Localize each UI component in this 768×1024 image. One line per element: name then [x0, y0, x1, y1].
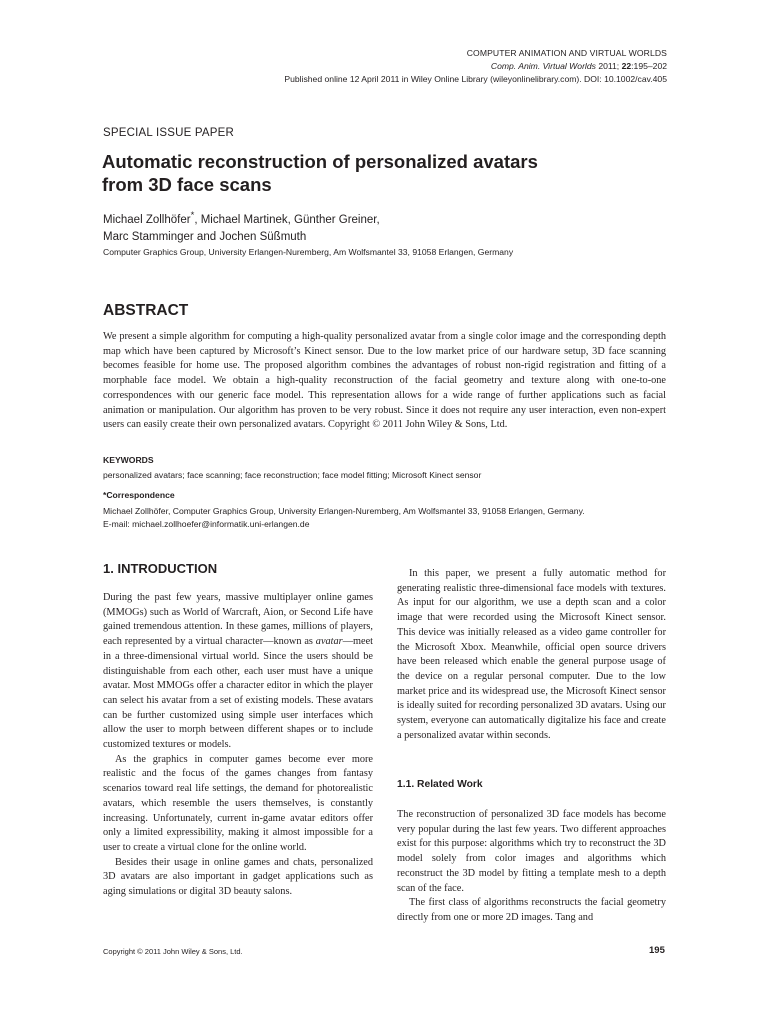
journal-name: COMPUTER ANIMATION AND VIRTUAL WORLDS	[466, 48, 667, 58]
intro-paragraph-4: In this paper, we present a fully automatic method for generating realistic three-dimensional face models with textures. As input for our algorithm, we use a depth scan and a color image that were recorded using the Microsoft Kinect sensor. This device was initially released as a video game controller for the Microsoft Xbox. Meanwhile, official open source drivers have been released which enable the general purpose usage of the device on a regular personal computer. Due to the low market price and its widespread use, the Microsoft Kinect sensor is ideally suited for recording personalized 3D avatars. Using our system, everyone can automatically digitalize his face and create a personalized avatar within seconds.	[397, 568, 666, 741]
citation-volume: 22	[621, 61, 632, 71]
related-paragraph-2: The first class of algorithms reconstructs the facial geometry directly from one or more 2D images. Tang and	[397, 897, 666, 923]
related-paragraph-1: The reconstruction of personalized 3D face models has become very popular during the last few years. Two different approaches exist for this purpose: algorithms which try to reconstruct the 3D model solely from color images and algorithms which reconstruct the 3D model by fitting a template mesh to a depth scan of the face.	[397, 809, 666, 894]
citation-pages: :195–202	[631, 61, 667, 71]
author-first: Michael Zollhöfer	[103, 213, 191, 226]
correspondence-email: E-mail: michael.zollhoefer@informatik.uni-erlangen.de	[103, 519, 310, 529]
citation-year: 2011;	[598, 61, 620, 71]
intro-paragraph-2: As the graphics in computer games become ever more realistic and the focus of the games changes from fantasy scenarios toward real life settings, the demand for photorealistic avatars, which resemble the users themselves, is constantly increasing. Unfortunately, current in-game avatar editors offer only a limited expressibility, making it almost impossible for a user to create a virtual clone for the online world.	[103, 753, 373, 853]
abstract-heading: ABSTRACT	[103, 302, 189, 319]
running-header	[284, 47, 667, 86]
introduction-heading: 1. INTRODUCTION	[103, 561, 218, 576]
abstract-text: We present a simple algorithm for computing a high-quality personalized avatar from a single color image and the corresponding depth map which have been captured by Microsoft’s Kinect sensor. Due to the low market price of our hardware setup, 3D face scanning becomes feasible for home use. The proposed algorithm combines the advantages of robust non-rigid registration and fitting of a morphable face model. We obtain a high-quality reconstruction of the facial geometry and texture along with one-to-one correspondences with our generic face model. This representation allows for a wide range of further applications such as facial animation or manipulation. Our algorithm has proven to be very robust. Since it does not require any user interaction, even non-expert users can easily create their own personalized avatars. Copyright © 2011 John Wiley & Sons, Ltd.	[103, 331, 666, 431]
intro-p1-start: During the past few years, massive multiplayer online games (MMOGs) such as World of Warcraft, Aion, or Second Life have gained tremendous attention. In these games, millions of players, each represented by a virtual character—known as	[103, 592, 373, 648]
publication-info: Published online 12 April 2011 in Wiley Online Library (wileyonlinelibrary.com). DOI: 10.1002/cav.405	[284, 74, 667, 84]
citation-line	[284, 60, 667, 73]
title-line-1: Automatic reconstruction of personalized avatars	[102, 151, 538, 172]
corresponding-mark: *	[190, 210, 195, 221]
left-column	[103, 591, 373, 900]
correspondence-address: Michael Zollhöfer, Computer Graphics Group, University Erlangen-Nuremberg, Am Wolfsmantel 33, 91058 Erlangen, Germany.	[103, 506, 585, 516]
footer-copyright: Copyright © 2011 John Wiley & Sons, Ltd.	[103, 947, 243, 956]
page-number: 195	[649, 945, 665, 956]
related-work-heading: 1.1. Related Work	[397, 779, 483, 790]
author-line-2: Marc Stamminger and Jochen Süßmuth	[103, 230, 307, 243]
author-list	[103, 207, 380, 246]
intro-paragraph-3: Besides their usage in online games and chats, personalized 3D avatars are also important in gadget applications such as aging simulations or digital 3D beauty salons.	[103, 856, 373, 898]
author-rest: , Michael Martinek, Günther Greiner,	[194, 213, 380, 226]
right-column-bottom	[397, 808, 666, 926]
citation-journal: Comp. Anim. Virtual Worlds	[490, 61, 596, 71]
title-line-2: from 3D face scans	[102, 174, 272, 195]
intro-paragraph-1	[103, 591, 373, 753]
right-column-top	[397, 567, 666, 743]
correspondence-heading: *Correspondence	[103, 490, 175, 500]
keywords-text: personalized avatars; face scanning; face reconstruction; face model fitting; Microsoft Kinect sensor	[103, 470, 482, 480]
avatar-term: avatar	[315, 636, 343, 648]
keywords-heading: KEYWORDS	[103, 455, 154, 465]
correspondence-text	[103, 505, 585, 531]
intro-p1-end: —meet in a three-dimensional virtual world. Since the users should be distinguishable from each other, each user must have a unique avatar. Most MMOGs offer a character editor in which the player can select his avatar from a set of existing models. These avatars can be further customized using simple user interfaces which allow the user to morph between different shapes or to include customized textures or models.	[103, 636, 373, 751]
issue-label: SPECIAL ISSUE PAPER	[103, 127, 234, 139]
affiliation: Computer Graphics Group, University Erlangen-Nuremberg, Am Wolfsmantel 33, 91058 Erlangen, Germany	[103, 247, 514, 257]
paper-title	[102, 150, 682, 196]
